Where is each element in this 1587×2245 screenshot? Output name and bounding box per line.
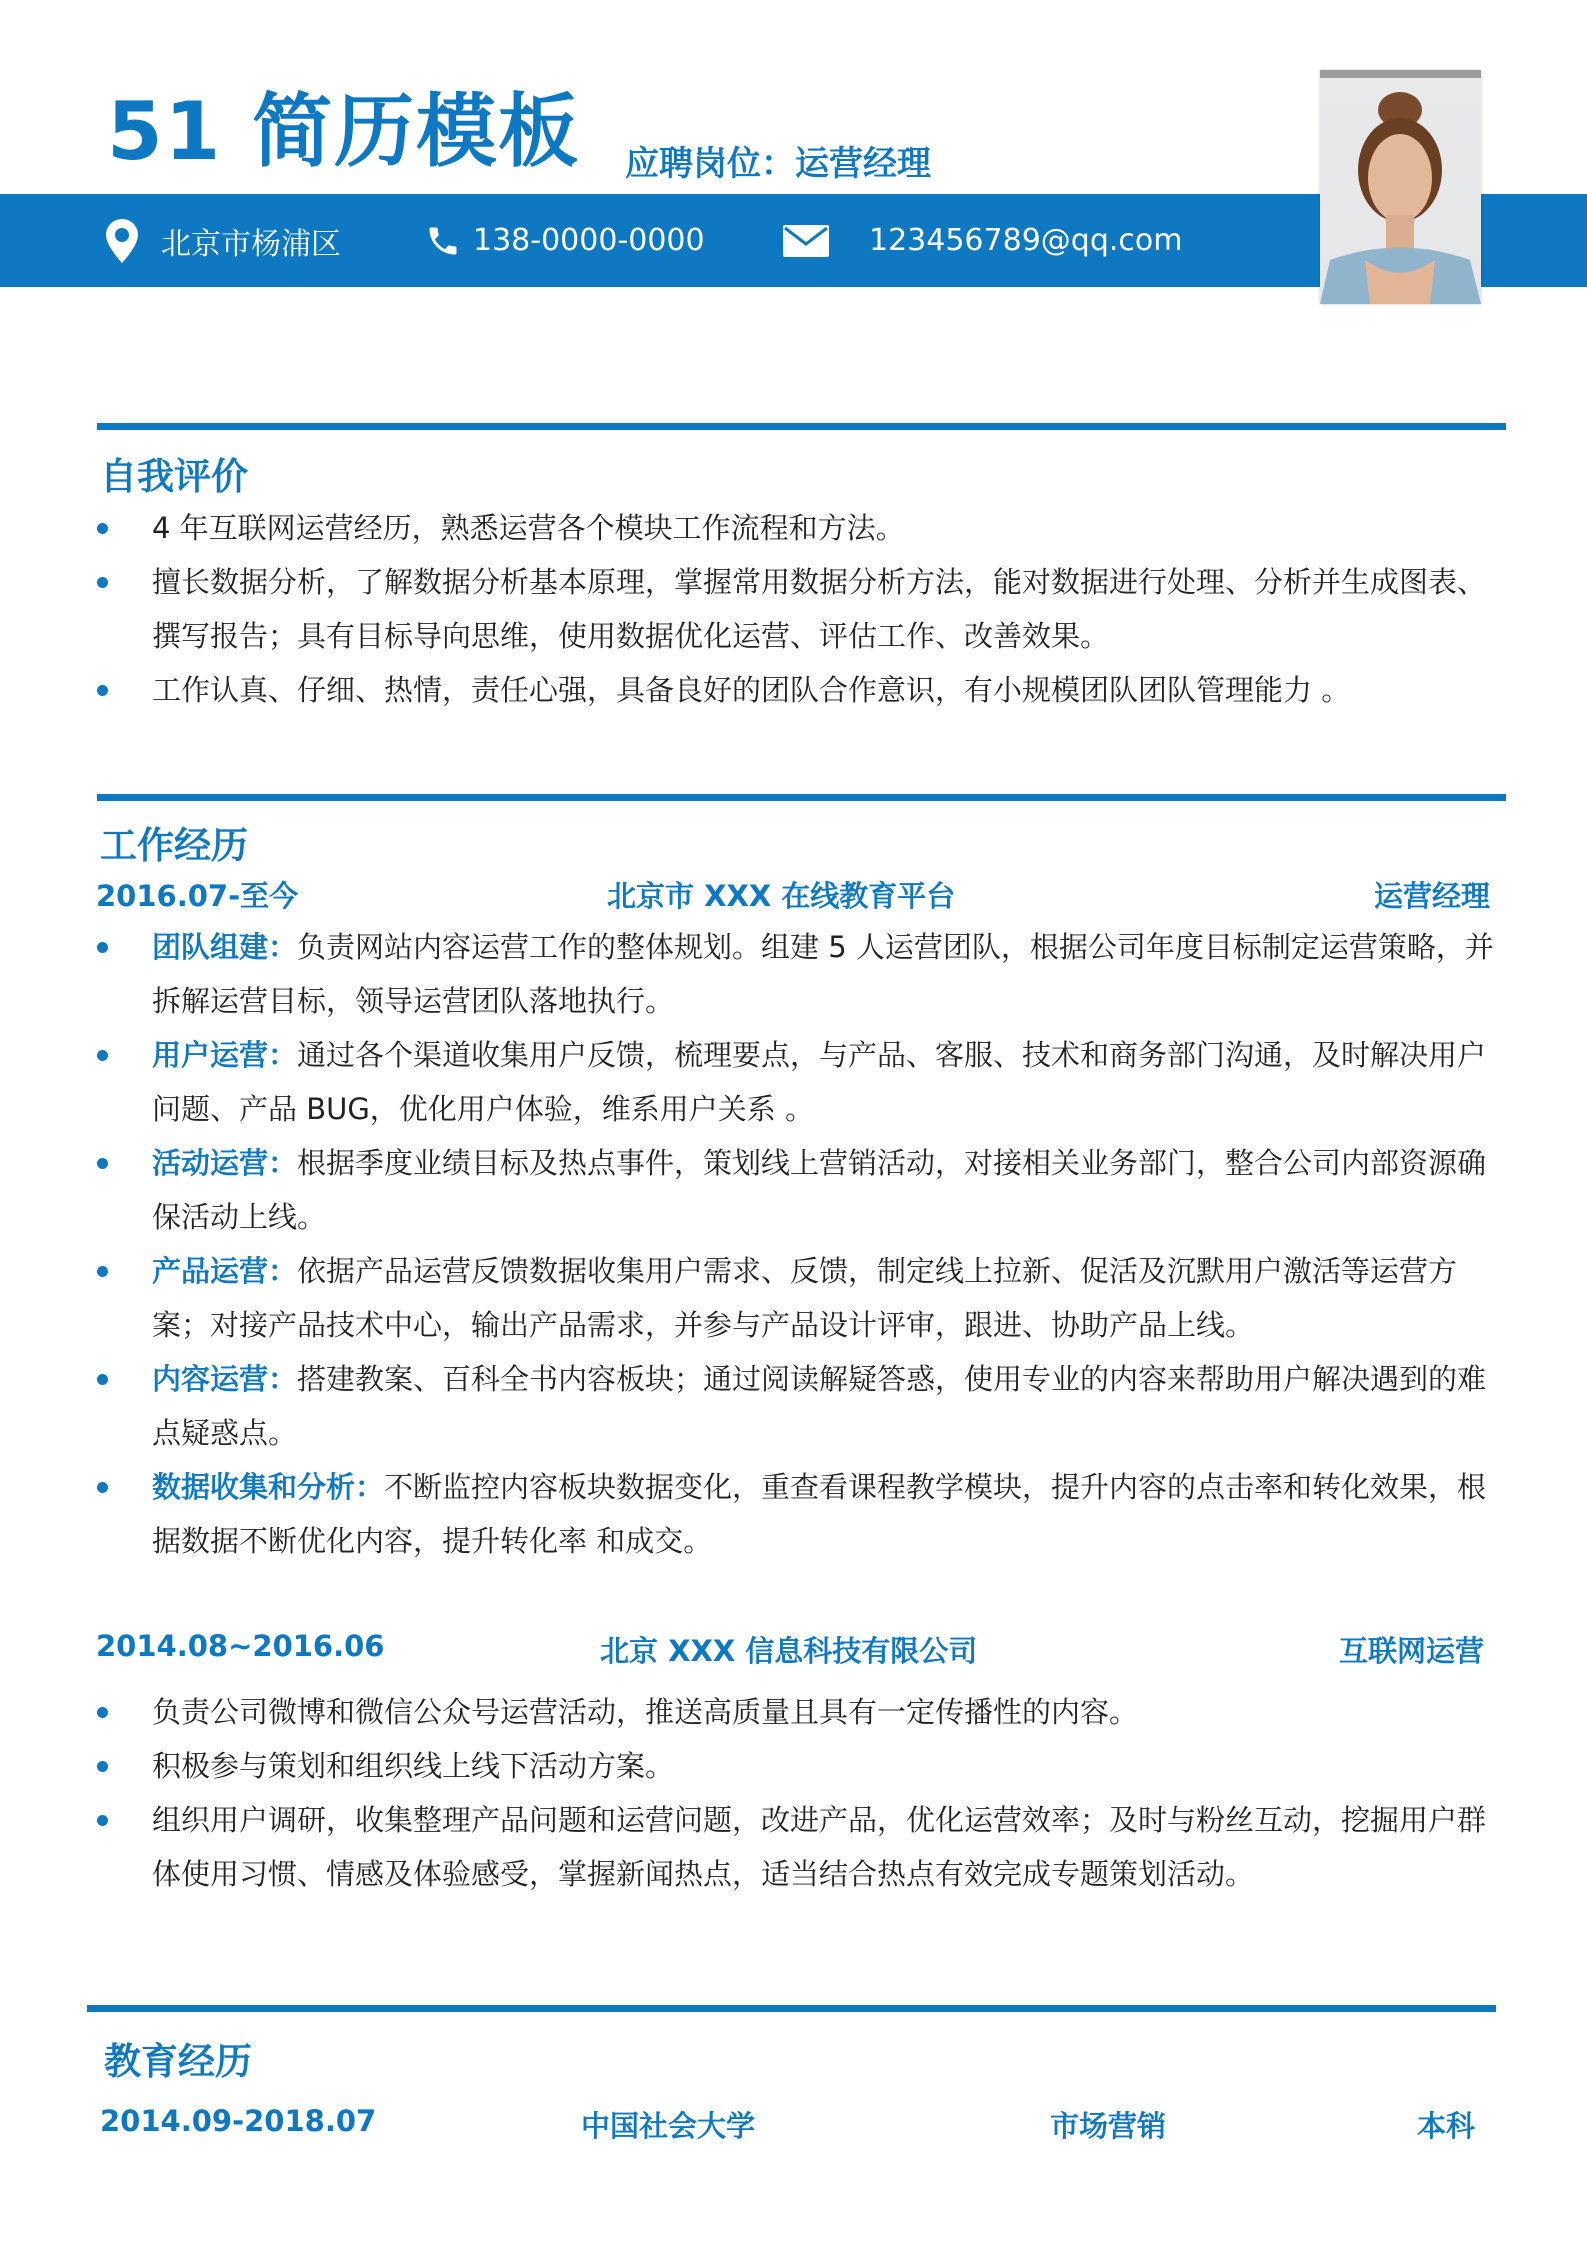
- job-role: 互联网运营: [1338, 1634, 1484, 1668]
- list-item: 擅长数据分析，了解数据分析基本原理，掌握常用数据分析方法，能对数据进行处理、分析并生成图表、撰写报告；具有目标导向思维，使用数据优化运营、评估工作、改善效果。: [97, 555, 1507, 663]
- phone-text: 138-0000-0000: [473, 223, 705, 258]
- list-item: 4 年互联网运营经历，熟悉运营各个模块工作流程和方法。: [97, 501, 1507, 555]
- section-heading-work: 工作经历: [100, 824, 248, 867]
- envelope-icon: [783, 225, 829, 257]
- location-pin-icon: [105, 218, 139, 264]
- section-divider: [97, 794, 1506, 801]
- edu-period: 2014.09-2018.07: [100, 2104, 377, 2138]
- section-heading-self-eval: 自我评价: [100, 455, 248, 498]
- job-period: 2014.08~2016.06: [96, 1629, 385, 1663]
- section-heading-education: 教育经历: [104, 2040, 252, 2083]
- list-item: 组织用户调研，收集整理产品问题和运营问题，改进产品，优化运营效率；及时与粉丝互动，挖掘用户群体使用习惯、情感及体验感受，掌握新闻热点，适当结合热点有效完成专题策划活动。: [97, 1793, 1507, 1901]
- list-item: 负责公司微博和微信公众号运营活动，推送高质量且具有一定传播性的内容。: [97, 1685, 1507, 1739]
- phone-icon: [425, 222, 461, 260]
- profile-photo: [1320, 70, 1481, 304]
- job-company: 北京市 XXX 在线教育平台: [607, 879, 956, 913]
- contact-location: [105, 194, 341, 287]
- edu-major: 市场营销: [1050, 2109, 1167, 2143]
- list-item: 用户运营：通过各个渠道收集用户反馈，梳理要点，与产品、客服、技术和商务部门沟通，及时解决用户问题、产品 BUG，优化用户体验，维系用户关系 。: [97, 1028, 1507, 1136]
- list-item: 活动运营：根据季度业绩目标及热点事件，策划线上营销活动，对接相关业务部门，整合公司内部资源确保活动上线。: [97, 1136, 1507, 1244]
- job-header: [0, 1629, 1587, 1669]
- resume-title: 51 简历模板: [107, 85, 581, 178]
- list-item: 数据收集和分析：不断监控内容板块数据变化，重查看课程教学模块，提升内容的点击率和转化效果，根据数据不断优化内容，提升转化率 和成交。: [97, 1460, 1507, 1568]
- self-eval-list: [97, 501, 1507, 717]
- section-divider: [87, 2005, 1496, 2012]
- list-item: 积极参与策划和组织线上线下活动方案。: [97, 1739, 1507, 1793]
- job-company: 北京 XXX 信息科技有限公司: [600, 1634, 978, 1668]
- education-row: [0, 2104, 1587, 2144]
- contact-phone: [425, 194, 705, 287]
- email-text: 123456789@qq.com: [869, 223, 1183, 258]
- list-item: 产品运营：依据产品运营反馈数据收集用户需求、反馈，制定线上拉新、促活及沉默用户激活等运营方案；对接产品技术中心，输出产品需求，并参与产品设计评审，跟进、协助产品上线。: [97, 1244, 1507, 1352]
- contact-email: [783, 194, 1182, 287]
- list-item: 团队组建：负责网站内容运营工作的整体规划。组建 5 人运营团队，根据公司年度目标制定运营策略，并拆解运营目标，领导运营团队落地执行。: [97, 920, 1507, 1028]
- job-duties-list: [97, 920, 1507, 1568]
- job-duties-list: [97, 1685, 1507, 1901]
- edu-school: 中国社会大学: [581, 2109, 756, 2143]
- location-text: 北京市杨浦区: [161, 226, 341, 262]
- list-item: 工作认真、仔细、热情，责任心强，具备良好的团队合作意识，有小规模团队团队管理能力 。: [97, 663, 1507, 717]
- job-header: [0, 874, 1587, 914]
- list-item: 内容运营：搭建教案、百科全书内容板块；通过阅读解疑答惑，使用专业的内容来帮助用户解决遇到的难点疑惑点。: [97, 1352, 1507, 1460]
- edu-degree: 本科: [1417, 2109, 1476, 2143]
- applied-position: 应聘岗位：运营经理: [625, 144, 931, 184]
- section-divider: [97, 423, 1506, 430]
- job-period: 2016.07-至今: [96, 879, 299, 913]
- job-role: 运营经理: [1373, 879, 1490, 913]
